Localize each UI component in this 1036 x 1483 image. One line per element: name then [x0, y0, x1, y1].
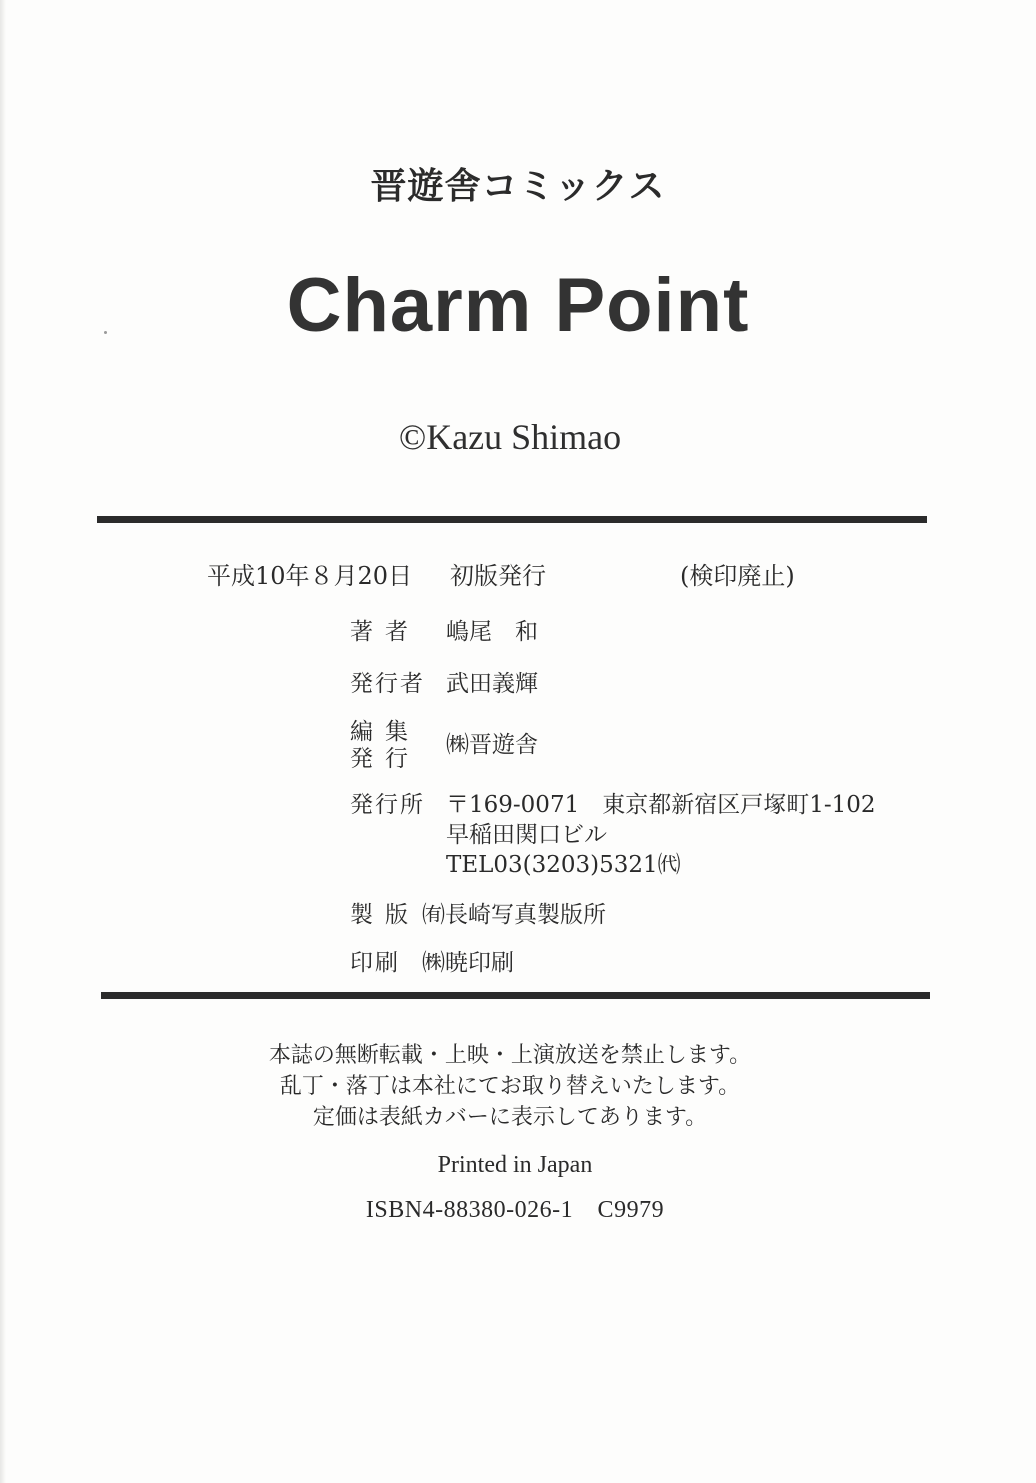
- seal-note: (検印廃止): [680, 562, 795, 590]
- author-label: 著者: [350, 619, 420, 645]
- top-divider: [97, 516, 927, 523]
- page-edge-shadow: [0, 0, 6, 1483]
- office-building: 早稲田関口ビル: [446, 822, 607, 848]
- notice-line: 定価は表紙カバーに表示してあります。: [312, 1105, 708, 1130]
- notice-block: [0, 1040, 1020, 1133]
- editing-label-2: 発行: [350, 746, 420, 772]
- bottom-divider: [101, 992, 930, 999]
- office-address: 〒169-0071 東京都新宿区戸塚町1-102: [446, 792, 876, 818]
- print-company: ㈱暁印刷: [422, 950, 514, 976]
- series-name: 晋遊舎コミックス: [370, 166, 666, 207]
- author-name: 嶋尾 和: [446, 619, 538, 645]
- isbn-code: ISBN4-88380-026-1 C9979: [365, 1197, 665, 1223]
- publication-date: 平成10年８月20日: [207, 562, 413, 590]
- print-label: 印刷: [350, 950, 400, 976]
- plate-label: 製版: [350, 902, 420, 928]
- plate-company: ㈲長崎写真製版所: [422, 902, 606, 928]
- notice-line: 本誌の無断転載・上映・上演放送を禁止します。: [268, 1043, 752, 1068]
- publisher-label: 発行者: [350, 671, 425, 697]
- book-title: Charm Point: [286, 263, 750, 348]
- notice-line: 乱丁・落丁は本社にてお取り替えいたします。: [279, 1074, 741, 1099]
- edition-label: 初版発行: [450, 562, 546, 590]
- editing-company: ㈱晋遊舎: [446, 732, 538, 758]
- publisher-name: 武田義輝: [446, 671, 538, 697]
- office-label: 発行所: [350, 792, 425, 818]
- printed-in: Printed in Japan: [437, 1152, 593, 1178]
- editing-label-1: 編集: [350, 719, 420, 745]
- office-phone: TEL03(3203)5321㈹: [446, 852, 681, 878]
- copyright-line: ©Kazu Shimao: [398, 417, 622, 457]
